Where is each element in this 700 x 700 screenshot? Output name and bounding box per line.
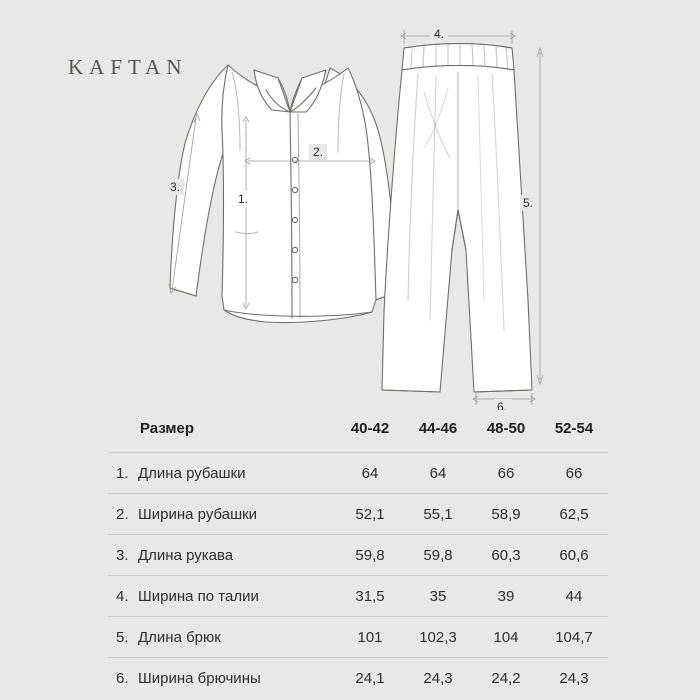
- row-name: Длина рукава: [138, 546, 234, 564]
- row-name: Ширина рубашки: [138, 505, 258, 523]
- row-label: [108, 658, 336, 699]
- row-name: Длина рубашки: [138, 464, 246, 482]
- row-value: 64: [336, 453, 404, 494]
- row-label: [108, 494, 336, 535]
- row-value: 24,3: [559, 669, 589, 687]
- table-row: [108, 453, 608, 494]
- callout-3: 3.: [170, 180, 181, 194]
- row-value: 64: [404, 453, 472, 494]
- row-value: 62,5: [540, 494, 608, 535]
- table-row: [108, 617, 608, 658]
- row-number: 1.: [116, 464, 129, 482]
- row-number: 3.: [116, 546, 129, 564]
- size-table: [108, 408, 608, 698]
- row-value: 24,2: [491, 669, 521, 687]
- row-value: 35: [404, 576, 472, 617]
- row-value: 55,1: [404, 494, 472, 535]
- row-value: 31,5: [336, 576, 404, 617]
- row-value: 104,7: [540, 617, 608, 658]
- row-number: 2.: [116, 505, 129, 523]
- callout-4: 4.: [434, 27, 445, 41]
- row-value: 102,3: [404, 617, 472, 658]
- row-value: 24,3: [423, 669, 453, 687]
- row-value: 59,8: [404, 535, 472, 576]
- table-header-row: [108, 408, 608, 453]
- row-label: [108, 617, 336, 658]
- row-value: 24,1: [355, 669, 385, 687]
- callout-5: 5.: [523, 196, 534, 210]
- row-value: 60,3: [472, 535, 540, 576]
- row-number: 5.: [116, 628, 129, 646]
- table-row: [108, 576, 608, 617]
- row-value: 66: [472, 453, 540, 494]
- row-value: 66: [540, 453, 608, 494]
- callout-2: 2.: [313, 145, 324, 159]
- row-name: Ширина по талии: [138, 587, 259, 605]
- table-header-size-1: 40-42: [336, 408, 404, 453]
- table-row: [108, 658, 608, 699]
- callout-1: 1.: [238, 192, 249, 206]
- table-header-size-2: 44-46: [404, 408, 472, 453]
- row-label: [108, 453, 336, 494]
- row-value: 60,6: [540, 535, 608, 576]
- row-label: [108, 535, 336, 576]
- row-number: 6.: [116, 669, 129, 687]
- row-value: 58,9: [472, 494, 540, 535]
- row-name: Ширина брючины: [138, 669, 261, 687]
- row-value: 52,1: [336, 494, 404, 535]
- table-row: [108, 494, 608, 535]
- row-number: 4.: [116, 587, 129, 605]
- row-value: 39: [472, 576, 540, 617]
- table-header-size-3: 48-50: [472, 408, 540, 453]
- brand-logo: KAFTAN: [68, 55, 188, 79]
- row-value: 101: [336, 617, 404, 658]
- row-value: 104: [472, 617, 540, 658]
- table-header-size-4: 52-54: [540, 408, 608, 453]
- row-name: Длина брюк: [138, 628, 221, 646]
- row-value: 44: [540, 576, 608, 617]
- table-row: [108, 535, 608, 576]
- callout-6: 6.: [497, 400, 508, 410]
- table-header-label: Размер: [108, 408, 336, 453]
- row-label: [108, 576, 336, 617]
- row-value: 59,8: [336, 535, 404, 576]
